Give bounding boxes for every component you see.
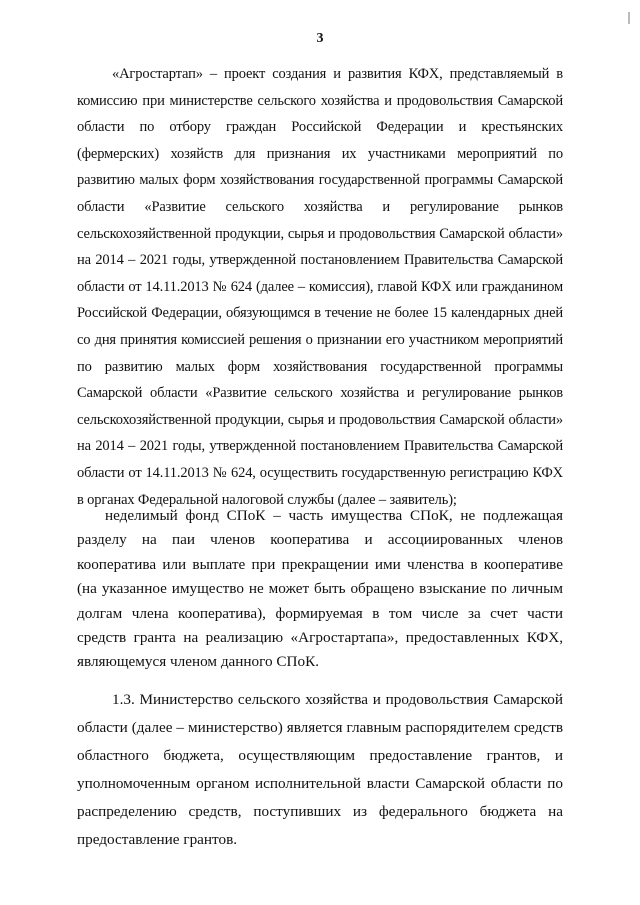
paragraph-text: 1.3. Министерство сельского хозяйства и продовольствия Самарской области (далее – министерство) является главным распорядителем средств областного бюджета, осуществляющим предоставление грантов, и уполномоченным органом исполнительной власти Самарской области по распределению средств, поступивших из федерального бюджета на предоставление грантов. [77,691,563,848]
paragraph-text: «Агростартап» – проект создания и развития КФХ, представляемый в комиссию при министерстве сельского хозяйства и продовольствия Самарской области по отбору граждан Российской Федерации и крестьянских (фермерских) хозяйств для признания их участниками мероприятий по развитию малых форм хозяйствования государственной программы Самарской области «Развитие сельского хозяйства и регулирование рынков сельскохозяйственной продукции, сырья и продовольствия Самарской области» на 2014 – 2021 годы, утвержденной постановлением Правительства Самарской области от 14.11.2013 № 624 (далее – комиссия), главой КФХ или гражданином Российской Федерации, обязующимся в течение не более 15 календарных дней со дня принятия комиссией решения о признании его участником мероприятий по развитию малых форм хозяйствования государственной программы Самарской области «Развитие сельского хозяйства и регулирование рынков сельскохозяйственной продукции, сырья и продовольствия Самарской области» на 2014 – 2021 годы, утвержденной постановлением Правительства Самарской области от 14.11.2013 № 624, осуществить государственную регистрацию КФХ в органах Федеральной налоговой службы (далее – заявитель); [77,66,563,508]
page-number: 3 [316,31,324,46]
paragraph-section-1-3 [77,686,563,854]
scan-mark [628,12,630,24]
paragraph-text: неделимый фонд СПоК – часть имущества СПоК, не подлежащая разделу на паи членов кооператива и ассоциированных членов кооператива или выплате при прекращении ими членства в кооперативе (на указанное имущество не может быть обращено взыскание по личным долгам члена кооператива), формируемая в том числе за счет части средств гранта на реализацию «Агростартапа», предоставленных КФХ, являющемуся членом данного СПоК. [77,507,563,671]
paragraph-agrostartap-definition [77,61,563,513]
paragraph-indivisible-fund-definition [77,504,563,675]
